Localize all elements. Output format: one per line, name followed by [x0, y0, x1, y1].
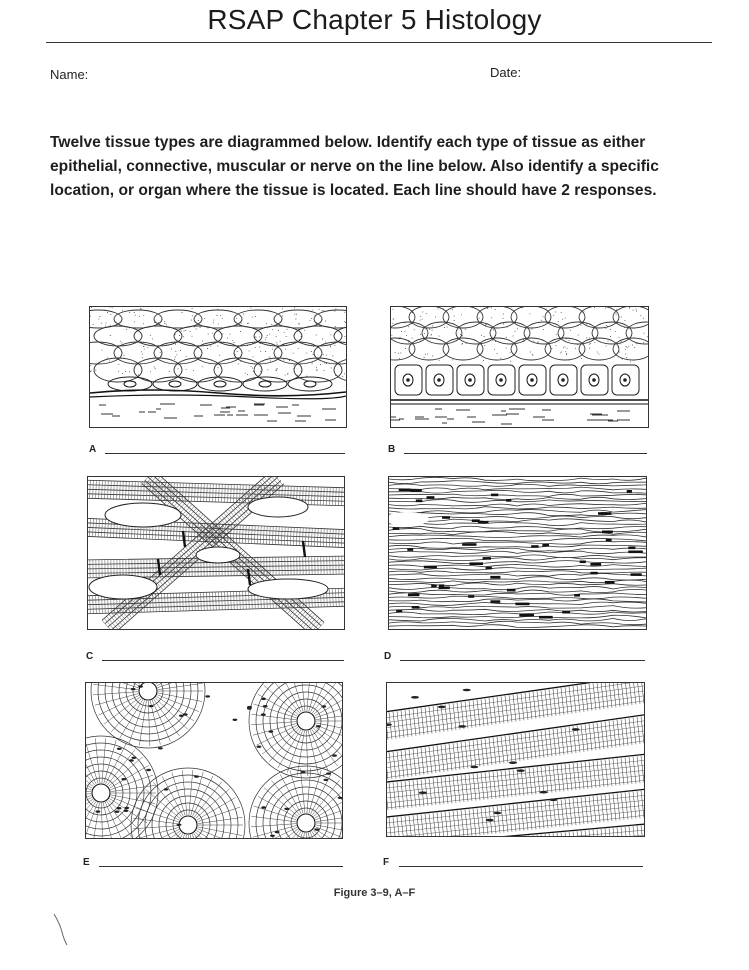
title-divider	[46, 42, 712, 43]
figure-letter-a: A	[89, 444, 97, 455]
pen-mark-icon	[50, 912, 74, 948]
figure-d-panel	[388, 476, 647, 630]
answer-line-d[interactable]	[384, 651, 645, 665]
answer-underline	[404, 453, 647, 454]
compact-bone-diagram	[86, 683, 342, 838]
figure-c-panel	[87, 476, 345, 630]
figure-e-panel	[85, 682, 343, 839]
figure-f-panel	[386, 682, 645, 837]
figure-b-panel	[390, 306, 649, 428]
answer-underline	[99, 866, 343, 867]
answer-line-e[interactable]	[83, 857, 343, 871]
answer-underline	[400, 660, 645, 661]
answer-line-b[interactable]	[388, 444, 647, 458]
answer-line-a[interactable]	[89, 444, 345, 458]
figure-letter-b: B	[388, 444, 396, 455]
skeletal-muscle-diagram	[387, 683, 644, 836]
stratified-squamous-epithelium-diagram	[90, 307, 346, 427]
dense-regular-connective-tissue-diagram	[389, 477, 646, 629]
answer-line-f[interactable]	[383, 857, 643, 871]
answer-underline	[102, 660, 344, 661]
figure-caption: Figure 3–9, A–F	[333, 887, 416, 899]
date-label: Date:	[490, 65, 522, 80]
transitional-epithelium-diagram	[391, 307, 648, 427]
answer-underline	[105, 453, 345, 454]
figure-letter-f: F	[383, 857, 390, 868]
name-label: Name:	[50, 67, 89, 82]
figure-letter-d: D	[384, 651, 392, 662]
figure-a-panel	[89, 306, 347, 428]
cardiac-muscle-diagram	[88, 477, 344, 629]
answer-underline	[399, 866, 643, 867]
figure-letter-c: C	[86, 651, 94, 662]
page-title: RSAP Chapter 5 Histology	[207, 4, 542, 35]
figure-letter-e: E	[83, 857, 90, 868]
instructions-text: Twelve tissue types are diagrammed below. Identify each type of tissue as either epithelial, connective, muscular or nerve on the line below. Also identify a specific location, or organ where the tissue is located. Each line should have 2 responses.	[50, 134, 659, 199]
answer-line-c[interactable]	[86, 651, 344, 665]
